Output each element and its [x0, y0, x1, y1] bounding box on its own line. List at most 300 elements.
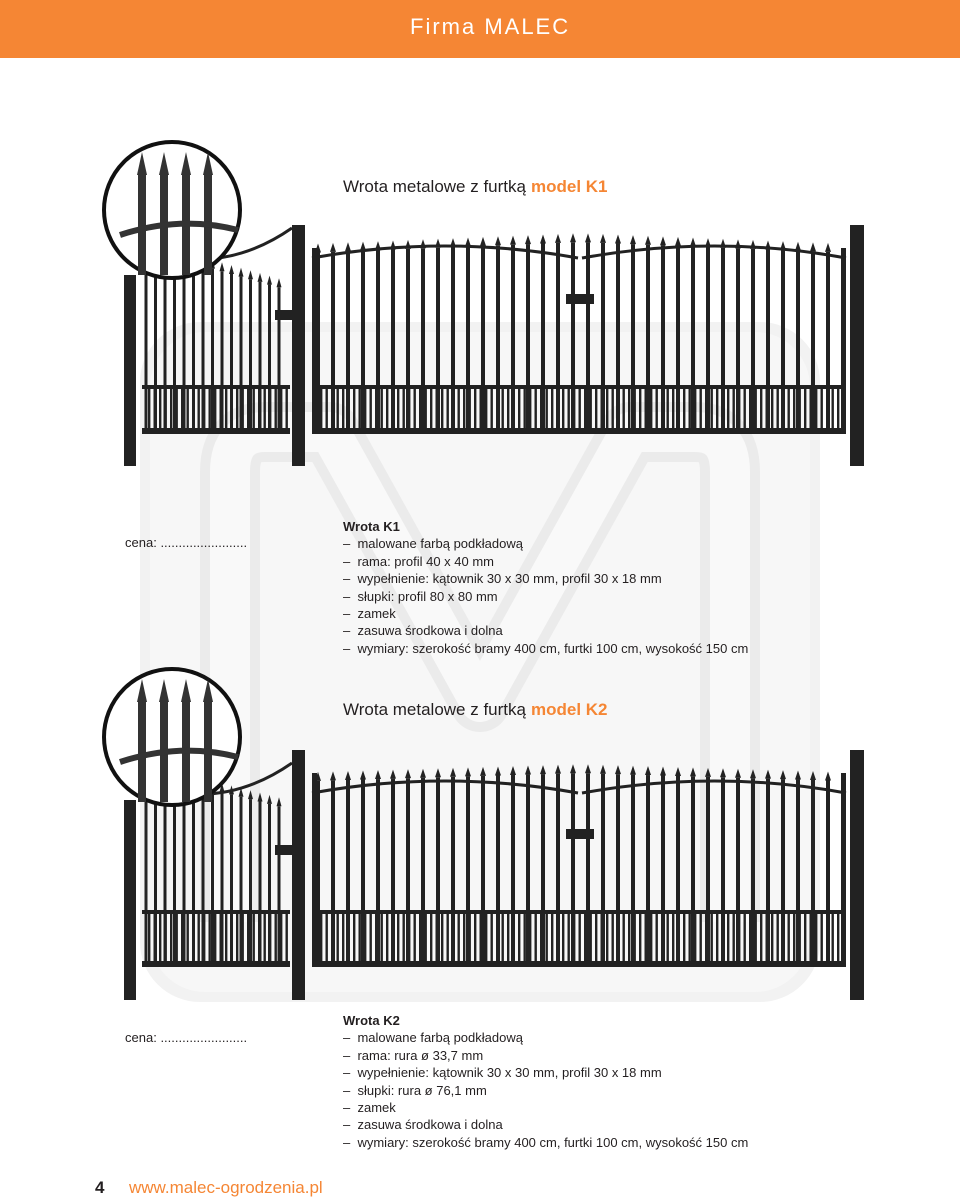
gate-picket: [524, 910, 526, 967]
gate-picket: [485, 910, 487, 967]
gate-picket: [469, 385, 471, 434]
gate-picket: [612, 910, 614, 967]
gate-picket: [799, 910, 801, 967]
gate-picket: [386, 910, 388, 967]
gate-picket: [247, 385, 249, 434]
gate-picket: [198, 385, 200, 434]
gate-picket: [165, 385, 167, 434]
gate-picket: [353, 385, 355, 434]
gate-picket: [535, 385, 537, 434]
model-title-name: model K1: [530, 177, 608, 196]
gate-picket: [518, 910, 520, 967]
gate-picket: [286, 385, 288, 434]
gate-picket: [546, 910, 548, 967]
gate-picket: [480, 385, 482, 434]
spec-item: – malowane farbą podkładową: [343, 1029, 748, 1046]
spec-item: – wypełnienie: kątownik 30 x 30 mm, profil 30 x 18 mm: [343, 1064, 748, 1081]
gate-picket: [148, 385, 150, 434]
gate-picket: [408, 910, 410, 967]
gate-bar-tip: [480, 767, 486, 776]
gate-picket: [755, 910, 757, 967]
gate-picket: [793, 910, 795, 967]
gate-bar-tip: [720, 768, 726, 777]
gate-picket: [540, 910, 542, 967]
gate-picket: [617, 385, 619, 434]
gate-bar-tip: [705, 768, 711, 777]
gate-picket: [381, 910, 383, 967]
gate-bar-tip: [615, 235, 621, 244]
gate-picket: [568, 385, 570, 434]
gate-picket: [535, 910, 537, 967]
spec-item: – wypełnienie: kątownik 30 x 30 mm, profil 30 x 18 mm: [343, 570, 748, 587]
gate-picket: [502, 910, 504, 967]
gate-picket: [353, 910, 355, 967]
gate-bar-tip: [420, 769, 426, 778]
gate-picket: [225, 910, 227, 967]
gate-picket: [628, 385, 630, 434]
price-k2: [125, 1030, 247, 1045]
gate-picket: [419, 385, 421, 434]
lock-icon: [566, 829, 594, 839]
gate-picket: [595, 385, 597, 434]
gate-picket: [220, 910, 222, 967]
gate-bar-tip: [570, 764, 576, 773]
gate-bar-tip: [345, 771, 351, 780]
gate-bar-tip: [495, 236, 501, 245]
gate-bar-tip: [660, 236, 666, 245]
gate-picket: [236, 910, 238, 967]
gate-picket: [606, 910, 608, 967]
gate-picket: [491, 910, 493, 967]
gate-bar-tip: [615, 765, 621, 774]
gate-picket: [269, 385, 271, 434]
lock-icon: [275, 310, 297, 320]
gate-bar-tip: [450, 768, 456, 777]
gate-picket: [804, 910, 806, 967]
gate-picket: [782, 910, 784, 967]
gate-bar-tip: [540, 234, 546, 243]
gate-picket: [280, 385, 282, 434]
gate-bar: [145, 250, 148, 434]
magnifier-detail: [104, 669, 240, 805]
gate-picket: [815, 385, 817, 434]
gate-frame-stile: [841, 773, 846, 967]
gate-picket: [832, 385, 834, 434]
gate-picket: [375, 385, 377, 434]
gate-bar-tip: [495, 766, 501, 775]
gate-picket: [694, 910, 696, 967]
gate-picket: [645, 385, 647, 434]
gate-picket: [711, 910, 713, 967]
magnifier-bar: [138, 175, 146, 275]
gate-picket: [716, 385, 718, 434]
gate-picket: [375, 910, 377, 967]
gate-bar-tip: [735, 769, 741, 778]
gate-picket: [562, 910, 564, 967]
gate-picket: [170, 910, 172, 967]
gate-bar-tip: [690, 767, 696, 776]
gate-picket: [694, 385, 696, 434]
spec-item: – zasuwa środkowa i dolna: [343, 1116, 748, 1133]
spec-title: Wrota K1: [343, 519, 400, 534]
gate-picket: [590, 385, 592, 434]
gate-picket: [656, 910, 658, 967]
gate-bar-tip: [360, 771, 366, 780]
gate-bar: [586, 773, 590, 967]
gate-bar-tip: [258, 793, 263, 802]
gate-picket: [452, 385, 454, 434]
spec-item: – rama: rura ø 33,7 mm: [343, 1047, 748, 1064]
gate-picket: [518, 385, 520, 434]
gate-picket: [799, 385, 801, 434]
gate-bar-tip: [600, 765, 606, 774]
gate-bar-tip: [248, 270, 253, 279]
gate-picket: [381, 385, 383, 434]
gate-picket: [672, 910, 674, 967]
gate-post: [850, 750, 864, 1000]
gate-picket: [474, 385, 476, 434]
gate-bar-tip: [675, 237, 681, 246]
gate-picket: [458, 910, 460, 967]
gate-picket: [683, 910, 685, 967]
gate-picket: [269, 910, 271, 967]
gate-picket: [236, 385, 238, 434]
gate-picket: [403, 385, 405, 434]
gate-picket: [606, 385, 608, 434]
gate-picket: [225, 385, 227, 434]
model-title-prefix: Wrota metalowe z furtką: [343, 177, 526, 196]
gate-picket: [821, 910, 823, 967]
gate-picket: [793, 385, 795, 434]
gate-picket: [749, 910, 751, 967]
gate-frame-stile: [841, 248, 846, 434]
gate-picket: [760, 910, 762, 967]
gate-picket: [744, 385, 746, 434]
gate-post: [124, 275, 136, 466]
gate-bar: [751, 778, 755, 967]
gate-picket: [804, 385, 806, 434]
gate-arch: [582, 246, 846, 258]
gate-picket: [469, 910, 471, 967]
gate-bar-tip: [510, 766, 516, 775]
gate-picket: [242, 910, 244, 967]
gate-picket: [397, 385, 399, 434]
gate-picket: [264, 385, 266, 434]
gate-picket: [192, 910, 194, 967]
gate-picket: [645, 910, 647, 967]
gate-bar-tip: [660, 766, 666, 775]
gate-picket: [286, 910, 288, 967]
gate-picket: [154, 910, 156, 967]
gate-picket: [148, 910, 150, 967]
gate-picket: [634, 910, 636, 967]
gate-picket: [738, 910, 740, 967]
gate-picket: [447, 910, 449, 967]
page-number: 4: [95, 1178, 105, 1197]
spec-item: – zamek: [343, 605, 748, 622]
gate-post: [124, 800, 136, 1000]
gate-bar-tip: [330, 243, 336, 252]
gate-arch: [582, 781, 846, 793]
gate-picket: [264, 910, 266, 967]
gate-picket: [181, 910, 183, 967]
gate-picket: [463, 910, 465, 967]
gate-picket: [771, 385, 773, 434]
gate-bar-tip: [239, 268, 244, 277]
gate-picket: [727, 385, 729, 434]
gate-bar-tip: [795, 771, 801, 780]
gate-picket: [837, 910, 839, 967]
gate-bar-tip: [825, 243, 831, 252]
gate-picket: [821, 385, 823, 434]
spec-title: Wrota K2: [343, 1013, 400, 1028]
gate-picket: [364, 385, 366, 434]
gate-picket: [661, 910, 663, 967]
gate-picket: [573, 910, 575, 967]
gate-picket: [181, 385, 183, 434]
gate-picket: [700, 910, 702, 967]
gate-picket: [678, 385, 680, 434]
gate-picket: [441, 910, 443, 967]
gate-picket: [826, 910, 828, 967]
price-k1: [125, 535, 247, 550]
gate-picket: [777, 910, 779, 967]
gate-picket: [700, 385, 702, 434]
gate-picket: [634, 385, 636, 434]
gate-picket: [705, 385, 707, 434]
spec-item: – słupki: rura ø 76,1 mm: [343, 1082, 748, 1099]
gate-picket: [485, 385, 487, 434]
gate-bar-tip: [525, 235, 531, 244]
gate-post: [292, 225, 305, 466]
gate-picket: [496, 385, 498, 434]
gate-picket: [661, 385, 663, 434]
gate-picket: [832, 910, 834, 967]
page-header: [0, 0, 960, 58]
gate-bar-tip: [645, 236, 651, 245]
gate-picket: [165, 910, 167, 967]
gate-picket: [617, 910, 619, 967]
gate-picket: [760, 385, 762, 434]
gate-bar-tip: [600, 234, 606, 243]
gate-picket: [689, 385, 691, 434]
gate-bar-tip: [825, 771, 831, 780]
gate-picket: [258, 385, 260, 434]
gate-bar-tip: [525, 766, 531, 775]
gate-picket: [436, 910, 438, 967]
gate-bar-tip: [390, 770, 396, 779]
gate-picket: [744, 910, 746, 967]
gate-bar-tip: [630, 235, 636, 244]
gate-picket: [220, 385, 222, 434]
spec-item: – wymiary: szerokość bramy 400 cm, furtki 100 cm, wysokość 150 cm: [343, 640, 748, 657]
gate-picket: [601, 385, 603, 434]
gate-bar-tip: [248, 790, 253, 799]
gate-picket: [546, 385, 548, 434]
gate-picket: [782, 385, 784, 434]
price-label: cena:: [125, 1030, 157, 1045]
gate-picket: [170, 385, 172, 434]
gate-picket: [414, 910, 416, 967]
gate-picket: [326, 910, 328, 967]
gate-picket: [425, 910, 427, 967]
gate-picket: [711, 385, 713, 434]
gate-picket: [755, 385, 757, 434]
gate-bar: [586, 242, 590, 434]
gate-picket: [551, 385, 553, 434]
gate-picket: [513, 910, 515, 967]
gate-picket: [187, 910, 189, 967]
gate-picket: [551, 910, 553, 967]
gate-k1-image: [100, 130, 870, 470]
gate-picket: [557, 910, 559, 967]
gate-picket: [513, 385, 515, 434]
spec-k1: [343, 518, 748, 657]
gate-picket: [601, 910, 603, 967]
gate-picket: [253, 385, 255, 434]
gate-picket: [192, 385, 194, 434]
gate-bar-tip: [345, 242, 351, 251]
gate-picket: [628, 910, 630, 967]
gate-picket: [209, 910, 211, 967]
gate-picket: [326, 385, 328, 434]
gate-picket: [507, 910, 509, 967]
gate-picket: [584, 910, 586, 967]
gate-picket: [689, 910, 691, 967]
gate-picket: [414, 385, 416, 434]
gate-picket: [331, 910, 333, 967]
gate-picket: [452, 910, 454, 967]
gate-bar-tip: [220, 262, 225, 271]
gate-picket: [716, 910, 718, 967]
gate-picket: [650, 910, 652, 967]
gate-picket: [458, 385, 460, 434]
gate-picket: [154, 385, 156, 434]
gate-picket: [815, 910, 817, 967]
gate-picket: [214, 385, 216, 434]
gate-picket: [419, 910, 421, 967]
gate-picket: [203, 385, 205, 434]
gate-frame-stile: [312, 773, 317, 967]
gate-bar-tip: [465, 767, 471, 776]
gate-bar-tip: [480, 237, 486, 246]
gate-picket: [176, 910, 178, 967]
gate-picket: [242, 385, 244, 434]
gate-picket: [209, 385, 211, 434]
price-label: cena:: [125, 535, 157, 550]
gate-picket: [507, 385, 509, 434]
gate-picket: [788, 385, 790, 434]
gate-bar-tip: [277, 278, 282, 287]
gate-k2-image: [100, 655, 870, 1005]
gate-frame-stile: [312, 248, 317, 434]
spec-k2: [343, 1012, 748, 1151]
gate-picket: [595, 910, 597, 967]
gate-bar-tip: [630, 766, 636, 775]
gate-picket: [733, 910, 735, 967]
gate-picket: [496, 910, 498, 967]
gate-post: [292, 750, 305, 1000]
gate-picket: [159, 910, 161, 967]
gate-picket: [623, 910, 625, 967]
gate-picket: [320, 385, 322, 434]
gate-picket: [810, 910, 812, 967]
spec-item: – zamek: [343, 1099, 748, 1116]
gate-bar-tip: [375, 770, 381, 779]
gate-picket: [348, 910, 350, 967]
gate-picket: [214, 910, 216, 967]
gate-bar: [211, 269, 214, 434]
gate-bar: [751, 249, 755, 434]
price-dots: ........................: [160, 1030, 248, 1045]
gate-picket: [386, 385, 388, 434]
gate-picket: [766, 910, 768, 967]
gate-picket: [639, 910, 641, 967]
gate-picket: [529, 910, 531, 967]
gate-picket: [727, 910, 729, 967]
gate-picket: [667, 385, 669, 434]
gate-picket: [810, 385, 812, 434]
gate-picket: [568, 910, 570, 967]
gate-picket: [231, 385, 233, 434]
spec-item: – malowane farbą podkładową: [343, 535, 748, 552]
gate-bar-tip: [810, 242, 816, 251]
gate-picket: [722, 910, 724, 967]
gate-picket: [430, 910, 432, 967]
gate-bar-tip: [570, 233, 576, 242]
gate-picket: [540, 385, 542, 434]
gate-picket: [590, 910, 592, 967]
spec-item: – wymiary: szerokość bramy 400 cm, furtki 100 cm, wysokość 150 cm: [343, 1134, 748, 1151]
gate-picket: [280, 910, 282, 967]
gate-picket: [337, 385, 339, 434]
gate-picket: [623, 385, 625, 434]
gate-picket: [403, 910, 405, 967]
gate-picket: [678, 910, 680, 967]
magnifier-circle: [104, 142, 240, 278]
gate-bar-tip: [555, 765, 561, 774]
gate-picket: [491, 385, 493, 434]
gate-picket: [364, 910, 366, 967]
gate-picket: [749, 385, 751, 434]
gate-picket: [683, 385, 685, 434]
gate-picket: [441, 385, 443, 434]
gate-picket: [837, 385, 839, 434]
spec-list: [343, 1029, 748, 1151]
gate-bar: [249, 279, 252, 434]
website-link[interactable]: www.malec-ogrodzenia.pl: [129, 1178, 323, 1197]
gate-bar-tip: [555, 234, 561, 243]
gate-post: [850, 225, 864, 466]
gate-picket: [397, 910, 399, 967]
gate-picket: [370, 385, 372, 434]
gate-picket: [584, 385, 586, 434]
gate-picket: [275, 910, 277, 967]
gate-picket: [474, 910, 476, 967]
gate-picket: [738, 385, 740, 434]
gate-bar-tip: [585, 233, 591, 242]
gate-picket: [573, 385, 575, 434]
gate-picket: [275, 385, 277, 434]
gate-picket: [557, 385, 559, 434]
gate-bar-tip: [267, 795, 272, 804]
gate-picket: [826, 385, 828, 434]
gate-bar-tip: [810, 771, 816, 780]
gate-picket: [342, 385, 344, 434]
gate-picket: [788, 910, 790, 967]
gate-bar-tip: [780, 770, 786, 779]
gate-picket: [320, 910, 322, 967]
